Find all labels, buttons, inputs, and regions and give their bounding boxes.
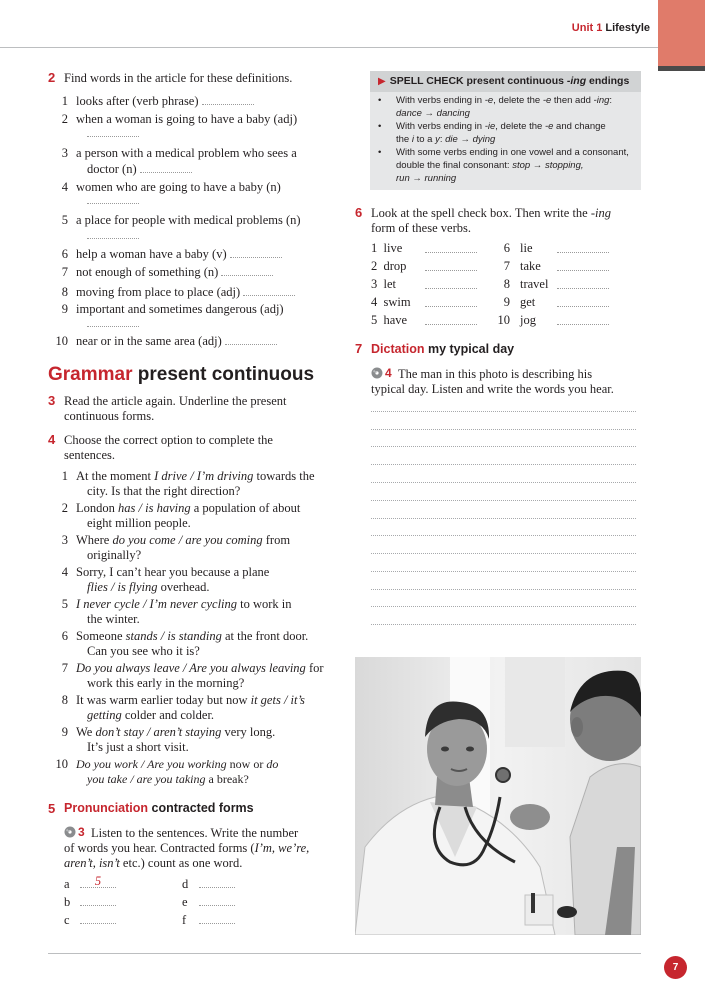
rule-italic: -e <box>484 95 494 106</box>
ex7-line2: typical day. Listen and write the words you hear. <box>371 382 614 396</box>
answer-letter: f <box>182 913 187 927</box>
item-number: 4 <box>61 565 68 579</box>
ex4-number: 4 <box>48 432 56 447</box>
choice-options[interactable]: flies / is flying <box>87 580 158 594</box>
verb-number: 9 <box>503 295 510 309</box>
item-number: 1 <box>61 469 68 483</box>
answer-field-a[interactable]: 5 <box>80 874 116 888</box>
rule-text: : <box>609 95 613 106</box>
spell-title-italic: -ing <box>566 75 587 87</box>
audio-cd-icon[interactable] <box>371 366 383 378</box>
writing-line[interactable] <box>371 589 636 590</box>
verb-word: take <box>520 259 541 273</box>
corner-tab-bar <box>658 66 705 71</box>
item-number: 7 <box>61 661 68 675</box>
verb-number: 10 <box>497 313 510 327</box>
item-number: 5 <box>61 597 68 611</box>
bullet-icon: • <box>378 95 382 106</box>
rule-text: With verbs ending in <box>396 95 485 106</box>
verb-number: 1 <box>371 241 378 255</box>
choice-options[interactable]: it gets / it’s <box>250 693 305 707</box>
grammar-heading <box>48 364 314 386</box>
ex5-line3 <box>64 856 242 871</box>
arrow-right-icon: → <box>530 160 545 171</box>
corner-tab <box>658 0 705 66</box>
answer-field-e[interactable] <box>199 892 235 906</box>
item-number: 10 <box>55 334 68 348</box>
writing-line[interactable] <box>371 606 636 607</box>
item-number: 5 <box>61 213 68 227</box>
item-text: near or in the same area (adj) <box>76 334 222 348</box>
answer-field-d[interactable] <box>199 874 235 888</box>
writing-line[interactable] <box>371 535 636 536</box>
choice-options[interactable]: I never cycle / I’m never cycling <box>76 597 238 611</box>
item-number: 9 <box>61 302 68 316</box>
doctor-photo <box>355 657 641 935</box>
grammar-word: Grammar <box>48 364 133 385</box>
item-text: city. Is that the right direction? <box>87 484 241 498</box>
ex4-item-cont <box>87 580 210 595</box>
item-text: the winter. <box>87 612 140 626</box>
rule-text: , delete the <box>495 121 545 132</box>
ex7-number: 7 <box>355 341 363 356</box>
rule-text: , delete the <box>493 95 543 106</box>
ex3-line1: Read the article again. Underline the present <box>64 394 287 408</box>
answer-blank[interactable] <box>140 162 192 173</box>
rule-example: run <box>396 173 410 184</box>
choice-options[interactable]: stands / is standing <box>125 629 222 643</box>
answer-blank[interactable] <box>202 94 254 105</box>
item-text: We <box>76 725 96 739</box>
item-text: a person with a medical problem who sees a <box>76 146 297 160</box>
verb-answer-blank[interactable] <box>557 276 609 289</box>
rule-example: stopping, <box>544 160 584 171</box>
item-text: women who are going to have a baby (n) <box>76 180 281 194</box>
ex6-text: Look at the spell check box. Then write the <box>371 206 591 220</box>
rule-text: then add <box>551 95 594 106</box>
rule-italic: y <box>435 134 440 145</box>
ex5-title-sub: contracted forms <box>151 801 254 815</box>
item-text: Where <box>76 533 113 547</box>
unit-name: Lifestyle <box>605 22 650 34</box>
verb-answer-blank[interactable] <box>425 312 477 325</box>
audio-cd-icon[interactable] <box>64 825 76 837</box>
answer-letter: c <box>64 913 70 927</box>
verb-number: 7 <box>503 259 510 273</box>
rule-italic: -e <box>544 121 554 132</box>
spell-check-title <box>370 71 641 92</box>
item-text: when a woman is going to have a baby (adj) <box>76 112 298 126</box>
ex4-line1: Choose the correct option to complete the <box>64 433 273 447</box>
verb-word: travel <box>520 277 549 291</box>
ex7-title-topic: Dictation <box>371 342 425 356</box>
item-text: It’s just a short visit. <box>87 740 189 754</box>
ex6-line2: form of these verbs. <box>371 221 471 235</box>
rule-example: stop <box>512 160 531 171</box>
ex6-italic: -ing <box>590 206 611 220</box>
choice-options[interactable]: getting <box>87 708 122 722</box>
ex7-title <box>371 342 514 356</box>
answer-blank[interactable] <box>87 126 139 137</box>
rule-italic: -e <box>542 95 552 106</box>
writing-line[interactable] <box>371 482 636 483</box>
rule-text: With some verbs ending in one vowel and a consonant, <box>396 147 629 158</box>
verb-answer-blank[interactable] <box>557 294 609 307</box>
verb-answer-blank[interactable] <box>425 240 477 253</box>
choice-options[interactable]: don’t stay / aren’t staying <box>95 725 222 739</box>
item-text: a place for people with medical problems (n) <box>76 213 301 227</box>
item-number: 7 <box>61 265 68 279</box>
verb-answer-blank[interactable] <box>557 240 609 253</box>
writing-line[interactable] <box>371 446 636 447</box>
unit-label <box>572 22 650 34</box>
verb-word: drop <box>383 259 407 273</box>
rule-example: dancing <box>436 108 470 119</box>
verb-number: 2 <box>371 259 378 273</box>
verb-number: 6 <box>503 241 510 255</box>
item-text: at the front door. <box>221 629 309 643</box>
item-text: a break? <box>205 772 249 786</box>
answer-blank[interactable] <box>87 193 139 204</box>
answer-field-b[interactable] <box>80 892 116 906</box>
answer-blank[interactable] <box>225 334 277 345</box>
verb-answer-blank[interactable] <box>425 276 477 289</box>
answer-letter: a <box>64 877 70 891</box>
choice-options[interactable]: Do you always leave / Are you always leaving <box>76 661 306 675</box>
verb-word: jog <box>520 313 536 327</box>
rule-text: and change <box>553 121 606 132</box>
ex5-track-number: 3 <box>78 825 85 839</box>
verb-word: get <box>520 295 536 309</box>
unit-number: Unit 1 <box>571 22 603 34</box>
footer-rule <box>48 953 641 954</box>
arrow-right-icon: → <box>421 108 437 119</box>
item-text: now or <box>226 757 267 771</box>
ex4-item-cont <box>87 708 214 723</box>
rule-italic: i <box>411 134 414 145</box>
item-text: a population of about <box>190 501 301 515</box>
item-text: towards the <box>253 469 315 483</box>
rule-example: die <box>445 134 458 145</box>
item-number: 1 <box>61 94 68 108</box>
item-text: for <box>305 661 324 675</box>
item-text: help a woman have a baby (v) <box>76 247 227 261</box>
item-number: 3 <box>61 146 68 160</box>
ex5-title-topic: Pronunciation <box>64 801 149 815</box>
item-text: Someone <box>76 629 126 643</box>
verb-answer-blank[interactable] <box>557 258 609 271</box>
answer-blank[interactable] <box>87 228 139 239</box>
answer-blank[interactable] <box>221 265 273 276</box>
choice-options[interactable]: do <box>266 757 279 771</box>
verb-number: 3 <box>371 277 378 291</box>
item-text: work this early in the morning? <box>87 676 245 690</box>
ex7-title-sub: my typical day <box>427 342 515 356</box>
rule-example: dance <box>396 108 422 119</box>
ex5-line2 <box>64 841 309 856</box>
item-text: overhead. <box>157 580 210 594</box>
answer-field-f[interactable] <box>199 910 235 924</box>
item-text: colder and colder. <box>121 708 215 722</box>
item-number: 3 <box>61 533 68 547</box>
ex2-item-cont <box>87 162 192 177</box>
item-number: 6 <box>61 247 68 261</box>
rule-text: the <box>396 134 412 145</box>
writing-line[interactable] <box>371 553 636 554</box>
verb-word: have <box>383 313 408 327</box>
rule-italic: -ing <box>593 95 610 106</box>
item-text: At the moment <box>76 469 155 483</box>
ex5-text: of words you hear. Contracted forms ( <box>64 841 255 855</box>
writing-line[interactable] <box>371 624 636 625</box>
writing-line[interactable] <box>371 518 636 519</box>
item-text: looks after (verb phrase) <box>76 94 199 108</box>
grammar-topic: present continuous <box>137 364 315 385</box>
item-text: eight million people. <box>87 516 191 530</box>
item-text: London <box>76 501 119 515</box>
item-text: from <box>262 533 291 547</box>
choice-options[interactable]: Do you work / Are you working <box>76 757 227 771</box>
ex2-number: 2 <box>48 70 56 85</box>
choice-options[interactable]: you take / are you taking <box>87 772 206 786</box>
item-text: originally? <box>87 548 142 562</box>
item-text: moving from place to place (adj) <box>76 285 241 299</box>
ex3-number: 3 <box>48 393 56 408</box>
item-text: to work in <box>237 597 292 611</box>
rule-text: double the final consonant: <box>396 160 513 171</box>
item-number: 8 <box>61 285 68 299</box>
writing-line[interactable] <box>371 571 636 572</box>
item-text: important and sometimes dangerous (adj) <box>76 302 284 316</box>
verb-answer-blank[interactable] <box>425 294 477 307</box>
verb-number: 4 <box>371 295 378 309</box>
verb-word: live <box>383 241 403 255</box>
writing-line[interactable] <box>371 464 636 465</box>
writing-line[interactable] <box>371 411 636 412</box>
ex2-instruction: Find words in the article for these definitions. <box>64 71 293 85</box>
rule-example: running <box>424 173 457 184</box>
spell-title-text: SPELL CHECK present continuous <box>389 75 567 87</box>
choice-options[interactable]: do you come / are you coming <box>112 533 263 547</box>
ex4-item-cont <box>87 772 249 787</box>
rule-italic: -ie <box>484 121 496 132</box>
verb-word: let <box>383 277 396 291</box>
rule-example: dying <box>472 134 496 145</box>
item-number: 2 <box>61 112 68 126</box>
rule-text: : <box>439 134 446 145</box>
ex5-line1: Listen to the sentences. Write the number <box>91 826 299 840</box>
arrow-right-icon: → <box>409 173 425 184</box>
rule-text: to a <box>413 134 436 145</box>
item-number: 2 <box>61 501 68 515</box>
ex7-track-number: 4 <box>385 366 392 380</box>
choice-options[interactable]: has / is having <box>118 501 191 515</box>
item-text: not enough of something (n) <box>76 265 219 279</box>
item-text: doctor (n) <box>87 162 137 176</box>
item-text: It was warm earlier today but now <box>76 693 251 707</box>
ex5-italic: I’m, we’re, <box>254 841 310 855</box>
triangle-right-icon: ▶ <box>378 76 386 87</box>
ex6-line1 <box>371 206 611 221</box>
item-number: 4 <box>61 180 68 194</box>
ex5-number: 5 <box>48 801 56 816</box>
ex6-number: 6 <box>355 205 363 220</box>
verb-word: swim <box>383 295 411 309</box>
rule-text: With verbs ending in <box>396 121 485 132</box>
item-text: very long. <box>221 725 276 739</box>
bullet-icon: • <box>378 121 382 132</box>
answer-blank[interactable] <box>230 247 282 258</box>
answer-blank[interactable] <box>243 285 295 296</box>
item-number: 10 <box>55 757 68 771</box>
item-text: Can you see who it is? <box>87 644 200 658</box>
verb-word: lie <box>520 241 533 255</box>
bullet-icon: • <box>378 147 382 158</box>
spell-title-text: endings <box>586 75 630 87</box>
writing-line[interactable] <box>371 429 636 430</box>
ex5-text: etc.) count as one word. <box>119 856 243 870</box>
answer-letter: e <box>182 895 188 909</box>
item-text: Sorry, I can’t hear you because a plane <box>76 565 270 579</box>
answer-field-c[interactable] <box>80 910 116 924</box>
item-number: 8 <box>61 693 68 707</box>
verb-answer-blank[interactable] <box>425 258 477 271</box>
arrow-right-icon: → <box>457 134 473 145</box>
header-rule <box>0 47 705 48</box>
writing-line[interactable] <box>371 500 636 501</box>
verb-answer-blank[interactable] <box>557 312 609 325</box>
ex4-line2: sentences. <box>64 448 116 462</box>
answer-letter: d <box>182 877 189 891</box>
ex7-line1: The man in this photo is describing his <box>398 367 593 381</box>
spell-rule <box>378 146 638 188</box>
ex5-italic: aren’t, isn’t <box>64 856 120 870</box>
verb-number: 5 <box>371 313 378 327</box>
answer-blank[interactable] <box>87 316 139 327</box>
ex3-line2: continuous forms. <box>64 409 155 423</box>
ex5-title <box>64 801 254 815</box>
choice-options[interactable]: I drive / I’m driving <box>154 469 254 483</box>
item-number: 9 <box>61 725 68 739</box>
page-number: 7 <box>664 956 687 979</box>
answer-letter: b <box>64 895 71 909</box>
item-number: 6 <box>61 629 68 643</box>
verb-number: 8 <box>503 277 510 291</box>
